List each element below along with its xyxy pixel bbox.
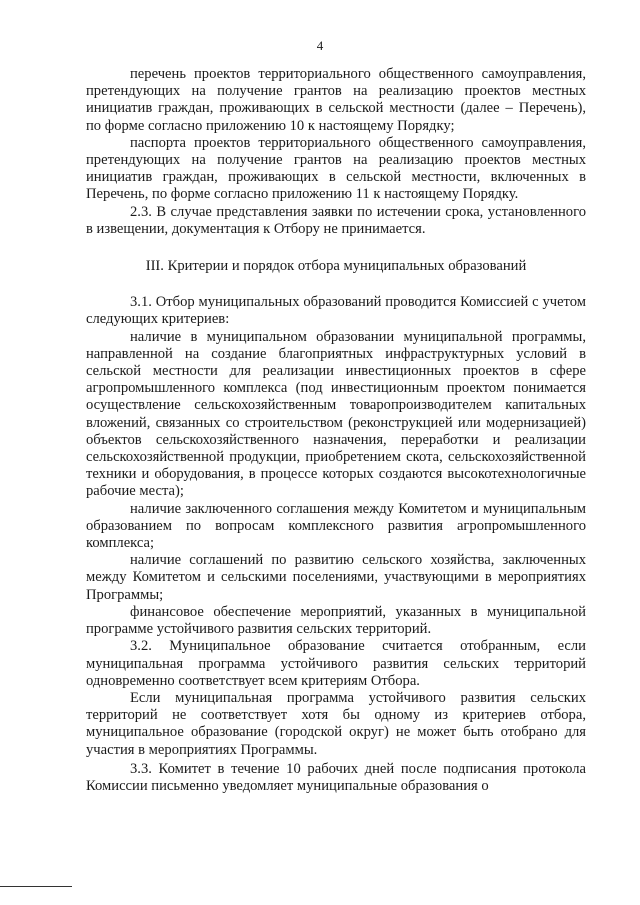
page-number: 4 — [316, 38, 324, 53]
criterion-agreement-with-committee: наличие заключенного соглашения между Комитетом и муниципальным образованием по вопросам комплексного развития агропромышленного комплекса; — [86, 500, 586, 552]
document-body — [86, 66, 586, 795]
paragraph-project-passports: паспорта проектов территориального общественного самоуправления, претендующих на получение грантов на реализацию проектов местных инициатив граждан, проживающих в сельской местности, включенных в Перечень, по форме согласно приложению 11 к настоящему Порядку. — [86, 134, 586, 203]
section-heading: III. Критерии и порядок отбора муниципальных образований — [145, 258, 527, 275]
paragraph-3-3: 3.3. Комитет в течение 10 рабочих дней после подписания протокола Комиссии письменно уведомляет муниципальные образования о — [86, 760, 586, 794]
paragraph-not-selected: Если муниципальная программа устойчивого развития сельских территорий не соответствует хотя бы одному из критериев отбора, муниципальное образование (городской округ) не может быть отобрано для участия в мероприятиях Программы. — [86, 689, 586, 758]
criterion-municipal-program: наличие в муниципальном образовании муниципальной программы, направленной на создание благоприятных инфраструктурных условий в сельской местности для реализации инвестиционных проектов в сфере агропромышленного комплекса (под инвестиционным проектом понимается осуществление сельскохозяйственным товаропроизводителем капитальных вложений, связанных со строительством (реконструкцией или модернизацией) объектов сельскохозяйственного назначения, переработки и реализации сельскохозяйственной продукции, приобретением скота, сельскохозяйственной техники и оборудования, в процессе которых создаются высокотехнологичные рабочие места); — [86, 328, 586, 500]
paragraph-3-1: 3.1. Отбор муниципальных образований проводится Комиссией с учетом следующих критериев: — [86, 294, 586, 328]
footnote-divider — [0, 886, 72, 887]
criterion-agreements-with-settlements: наличие соглашений по развитию сельского хозяйства, заключенных между Комитетом и сельскими поселениями, участвующими в мероприятиях Программы; — [86, 552, 586, 603]
paragraph-3-2: 3.2. Муниципальное образование считается отобранным, если муниципальная программа устойчивого развития сельских территорий одновременно соответствует всем критериям Отбора. — [86, 638, 586, 689]
paragraph-2-3: 2.3. В случае представления заявки по истечении срока, установленного в извещении, документация к Отбору не принимается. — [86, 203, 586, 237]
paragraph-list-of-projects: перечень проектов территориального общественного самоуправления, претендующих на получение грантов на реализацию проектов местных инициатив граждан, проживающих в сельской местности (далее – Перечень), по форме согласно приложению 10 к настоящему Порядку; — [86, 66, 586, 134]
criterion-financing: финансовое обеспечение мероприятий, указанных в муниципальной программе устойчивого развития сельских территорий. — [86, 603, 586, 638]
